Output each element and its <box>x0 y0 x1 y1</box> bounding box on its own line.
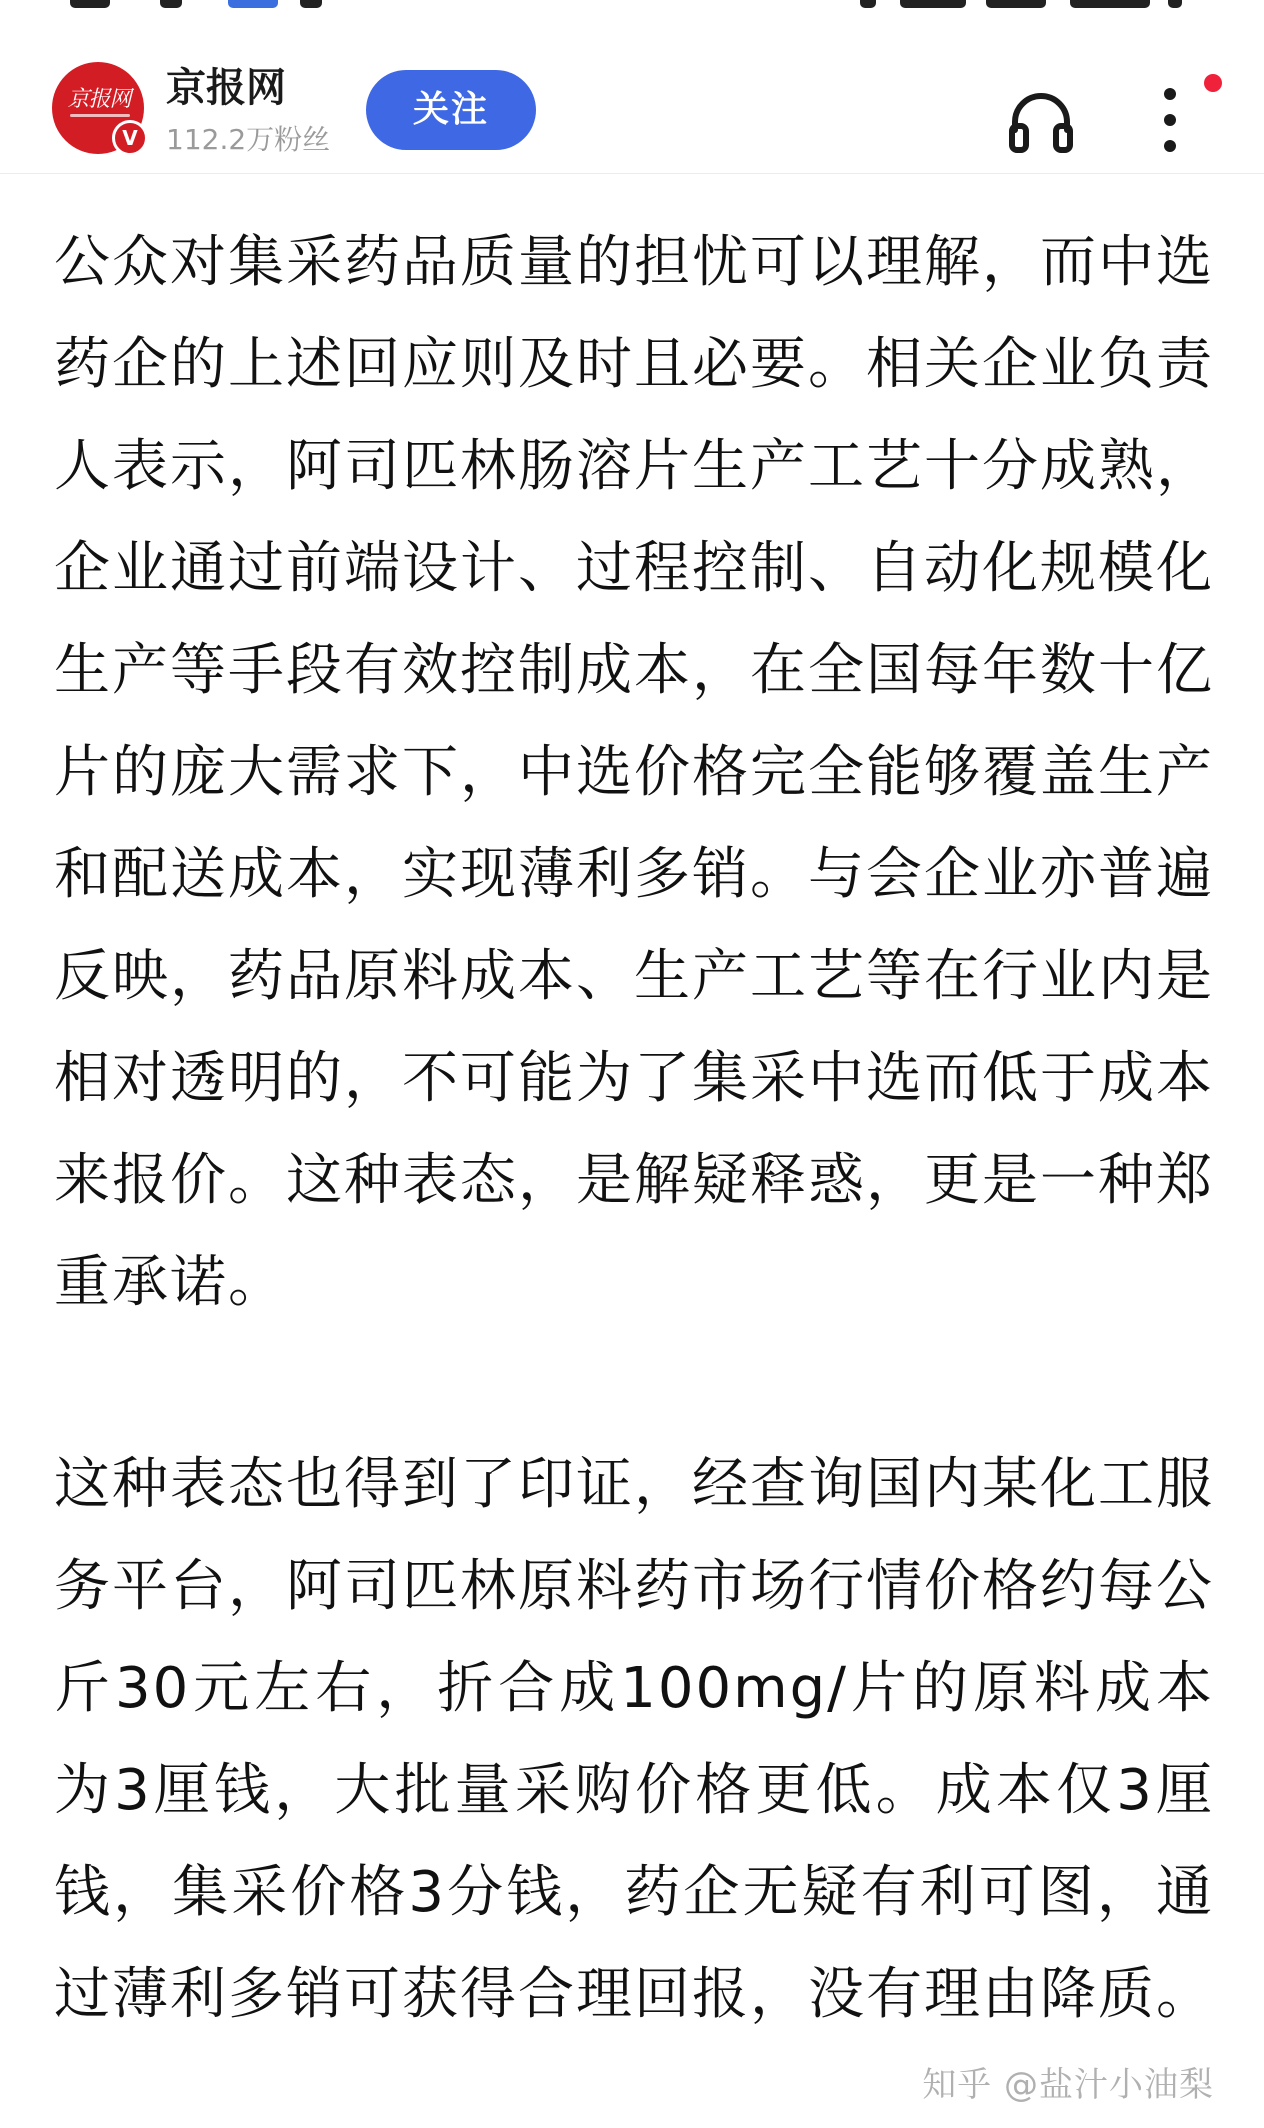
avatar-logo-underline <box>70 114 130 117</box>
signal-icon <box>900 0 966 8</box>
notification-dot <box>1204 74 1222 92</box>
battery-icon <box>1070 0 1150 8</box>
watermark: 知乎 @盐汁小油梨 <box>922 2065 1214 2105</box>
article-paragraph: 这种表态也得到了印证，经查询国内某化工服务平台，阿司匹林原料药市场行情价格约每公斤30元左右，折合成100mg/片的原料成本为3厘钱，大批量采购价格更低。成本仅3厘钱，集采价格3分钱，药企无疑有利可图，通过薄利多销可获得合理回报，没有理由降质。 <box>54 1452 1214 2027</box>
status-bar <box>0 0 1264 14</box>
status-bar-fragment <box>228 0 278 8</box>
avatar-logo-text: 京报网 <box>67 87 131 112</box>
headphones-icon[interactable] <box>1006 88 1076 158</box>
more-vertical-icon[interactable] <box>1150 84 1190 164</box>
status-bar-fragment <box>300 0 322 8</box>
status-bar-fragment <box>860 0 876 8</box>
article-paragraph: 公众对集采药品质量的担忧可以理解，而中选药企的上述回应则及时且必要。相关企业负责人表示，阿司匹林肠溶片生产工艺十分成熟，企业通过前端设计、过程控制、自动化规模化生产等手段有效控制成本，在全国每年数十亿片的庞大需求下，中选价格完全能够覆盖生产和配送成本，实现薄利多销。与会企业亦普遍反映，药品原料成本、生产工艺等在行业内是相对透明的，不可能为了集采中选而低于成本来报价。这种表态，是解疑释惑，更是一种郑重承诺。 <box>54 230 1214 1315</box>
signal-icon <box>986 0 1046 8</box>
verified-badge-icon: V <box>112 120 148 156</box>
article-body <box>54 212 1214 2046</box>
status-bar-fragment <box>160 0 182 8</box>
follow-button[interactable]: 关注 <box>366 70 536 150</box>
article-header <box>0 14 1264 174</box>
status-bar-fragment <box>1168 0 1182 8</box>
account-name[interactable]: 京报网 <box>166 65 286 111</box>
avatar[interactable] <box>52 62 144 154</box>
follower-count: 112.2万粉丝 <box>166 123 331 156</box>
status-bar-fragment <box>70 0 110 8</box>
